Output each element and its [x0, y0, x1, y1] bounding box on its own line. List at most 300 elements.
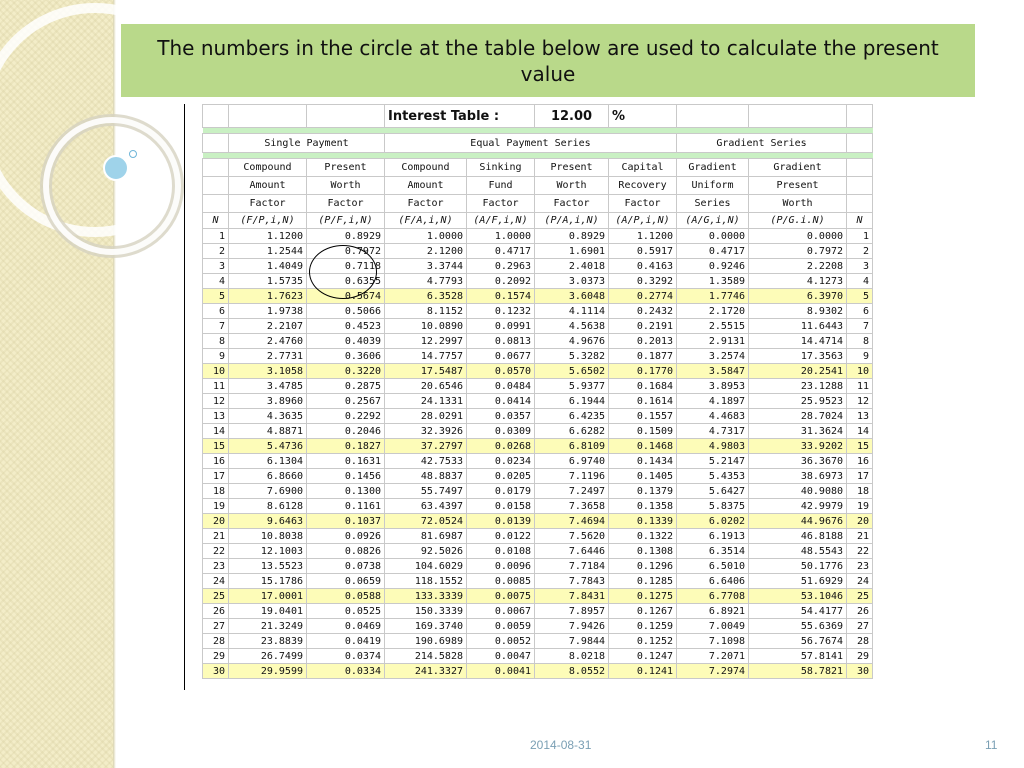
- factor-value-cell: 0.2875: [307, 379, 385, 394]
- interest-rate-row: [203, 105, 873, 128]
- table-row: [203, 319, 873, 334]
- factor-value-cell: 17.3563: [749, 349, 847, 364]
- factor-value-cell: 26.7499: [229, 649, 307, 664]
- factor-value-cell: 38.6973: [749, 469, 847, 484]
- factor-value-cell: 0.1339: [609, 514, 677, 529]
- interest-rate-value: 12.00: [535, 105, 609, 128]
- period-cell: 23: [203, 559, 229, 574]
- period-cell: 11: [203, 379, 229, 394]
- factor-value-cell: 0.2092: [467, 274, 535, 289]
- period-cell: 17: [203, 469, 229, 484]
- table-row: [203, 349, 873, 364]
- factor-value-cell: 0.0052: [467, 634, 535, 649]
- factor-value-cell: 5.4353: [677, 469, 749, 484]
- factor-value-cell: 7.9844: [535, 634, 609, 649]
- factor-value-cell: 1.1200: [229, 229, 307, 244]
- table-row: [203, 259, 873, 274]
- table-row: [203, 619, 873, 634]
- table-row: [203, 499, 873, 514]
- period-cell: 26: [203, 604, 229, 619]
- factor-value-cell: 28.7024: [749, 409, 847, 424]
- table-row: [203, 229, 873, 244]
- factor-value-cell: 0.2774: [609, 289, 677, 304]
- period-cell: 3: [847, 259, 873, 274]
- factor-value-cell: 8.1152: [385, 304, 467, 319]
- table-row: [203, 424, 873, 439]
- factor-value-cell: 0.2567: [307, 394, 385, 409]
- factor-value-cell: 0.0484: [467, 379, 535, 394]
- period-cell: 3: [203, 259, 229, 274]
- factor-value-cell: 0.0374: [307, 649, 385, 664]
- factor-value-cell: 4.1114: [535, 304, 609, 319]
- factor-header-cell: Factor: [535, 195, 609, 213]
- period-cell: 23: [847, 559, 873, 574]
- factor-value-cell: 0.4717: [467, 244, 535, 259]
- factor-value-cell: 150.3339: [385, 604, 467, 619]
- factor-value-cell: 0.0570: [467, 364, 535, 379]
- factor-value-cell: 20.2541: [749, 364, 847, 379]
- period-cell: 1: [203, 229, 229, 244]
- footer-date: 2014-08-31: [530, 738, 592, 752]
- factor-value-cell: 0.1252: [609, 634, 677, 649]
- group-equal-payment-series: Equal Payment Series: [385, 134, 677, 153]
- period-cell: 30: [847, 664, 873, 679]
- factor-value-cell: 0.1770: [609, 364, 677, 379]
- factor-value-cell: 37.2797: [385, 439, 467, 454]
- interest-table: [202, 104, 873, 679]
- factor-value-cell: 0.0000: [677, 229, 749, 244]
- factor-value-cell: 0.7118: [307, 259, 385, 274]
- factor-value-cell: 5.6502: [535, 364, 609, 379]
- factor-value-cell: 0.4523: [307, 319, 385, 334]
- factor-value-cell: 42.9979: [749, 499, 847, 514]
- factor-value-cell: 0.1557: [609, 409, 677, 424]
- factor-value-cell: 72.0524: [385, 514, 467, 529]
- table-row: [203, 454, 873, 469]
- period-cell: 12: [847, 394, 873, 409]
- factor-value-cell: 28.0291: [385, 409, 467, 424]
- factor-value-cell: 0.2013: [609, 334, 677, 349]
- factor-value-cell: 3.8953: [677, 379, 749, 394]
- factor-value-cell: 7.1098: [677, 634, 749, 649]
- factor-value-cell: 6.3514: [677, 544, 749, 559]
- factor-value-cell: 9.6463: [229, 514, 307, 529]
- factor-value-cell: 5.3282: [535, 349, 609, 364]
- table-row: [203, 274, 873, 289]
- factor-value-cell: 0.0677: [467, 349, 535, 364]
- factor-value-cell: 190.6989: [385, 634, 467, 649]
- factor-value-cell: 14.7757: [385, 349, 467, 364]
- factor-value-cell: 4.5638: [535, 319, 609, 334]
- factor-value-cell: 2.5515: [677, 319, 749, 334]
- factor-header-cell: Recovery: [609, 177, 677, 195]
- factor-value-cell: 10.0890: [385, 319, 467, 334]
- period-cell: 10: [847, 364, 873, 379]
- factor-value-cell: 0.1300: [307, 484, 385, 499]
- factor-symbol: (A/G,i,N): [677, 213, 749, 229]
- period-cell: 15: [847, 439, 873, 454]
- factor-value-cell: 0.3606: [307, 349, 385, 364]
- table-row: [203, 334, 873, 349]
- factor-value-cell: 3.6048: [535, 289, 609, 304]
- factor-value-cell: 7.2497: [535, 484, 609, 499]
- factor-value-cell: 0.2292: [307, 409, 385, 424]
- factor-value-cell: 1.7623: [229, 289, 307, 304]
- table-row: [203, 484, 873, 499]
- factor-value-cell: 23.8839: [229, 634, 307, 649]
- factor-header-cell: Amount: [385, 177, 467, 195]
- factor-value-cell: 8.9302: [749, 304, 847, 319]
- period-cell: 10: [203, 364, 229, 379]
- factor-value-cell: 133.3339: [385, 589, 467, 604]
- factor-value-cell: 3.3744: [385, 259, 467, 274]
- factor-value-cell: 0.1684: [609, 379, 677, 394]
- table-row: [203, 574, 873, 589]
- period-cell: 16: [847, 454, 873, 469]
- factor-value-cell: 0.1267: [609, 604, 677, 619]
- period-cell: 2: [847, 244, 873, 259]
- factor-value-cell: 6.9740: [535, 454, 609, 469]
- period-cell: 1: [847, 229, 873, 244]
- period-cell: 29: [203, 649, 229, 664]
- factor-value-cell: 0.1509: [609, 424, 677, 439]
- factor-value-cell: 48.8837: [385, 469, 467, 484]
- factor-value-cell: 6.7708: [677, 589, 749, 604]
- factor-value-cell: 3.5847: [677, 364, 749, 379]
- factor-value-cell: 0.1296: [609, 559, 677, 574]
- period-cell: 26: [847, 604, 873, 619]
- factor-value-cell: 0.0067: [467, 604, 535, 619]
- factor-value-cell: 12.1003: [229, 544, 307, 559]
- factor-header-cell: Sinking: [467, 159, 535, 177]
- factor-header-cell: Factor: [467, 195, 535, 213]
- factor-header-cell: Factor: [229, 195, 307, 213]
- period-cell: 19: [203, 499, 229, 514]
- factor-value-cell: 6.8109: [535, 439, 609, 454]
- factor-value-cell: 8.0218: [535, 649, 609, 664]
- factor-value-cell: 5.2147: [677, 454, 749, 469]
- factor-value-cell: 25.9523: [749, 394, 847, 409]
- factor-value-cell: 0.1259: [609, 619, 677, 634]
- period-cell: 24: [847, 574, 873, 589]
- table-row: [203, 469, 873, 484]
- table-row: [203, 664, 873, 679]
- factor-value-cell: 0.1877: [609, 349, 677, 364]
- table-row: [203, 544, 873, 559]
- factor-value-cell: 4.1273: [749, 274, 847, 289]
- period-cell: 15: [203, 439, 229, 454]
- period-cell: 14: [847, 424, 873, 439]
- highlight-circle: [309, 245, 377, 299]
- period-cell: 17: [847, 469, 873, 484]
- factor-value-cell: 0.7972: [307, 244, 385, 259]
- factor-value-cell: 0.1631: [307, 454, 385, 469]
- factor-value-cell: 48.5543: [749, 544, 847, 559]
- factor-value-cell: 0.2432: [609, 304, 677, 319]
- factor-symbol: (A/F,i,N): [467, 213, 535, 229]
- factor-value-cell: 7.8957: [535, 604, 609, 619]
- period-cell: 6: [203, 304, 229, 319]
- factor-value-cell: 0.1275: [609, 589, 677, 604]
- factor-value-cell: 63.4397: [385, 499, 467, 514]
- period-cell: 25: [847, 589, 873, 604]
- factor-value-cell: 0.0000: [749, 229, 847, 244]
- factor-value-cell: 7.8431: [535, 589, 609, 604]
- factor-value-cell: 0.0075: [467, 589, 535, 604]
- factor-value-cell: 31.3624: [749, 424, 847, 439]
- period-cell: 27: [847, 619, 873, 634]
- factor-header-cell: Gradient: [677, 159, 749, 177]
- period-cell: 8: [203, 334, 229, 349]
- factor-value-cell: 0.0205: [467, 469, 535, 484]
- factor-value-cell: 50.1776: [749, 559, 847, 574]
- period-cell: 14: [203, 424, 229, 439]
- factor-value-cell: 4.9676: [535, 334, 609, 349]
- factor-value-cell: 7.2974: [677, 664, 749, 679]
- factor-value-cell: 0.1468: [609, 439, 677, 454]
- factor-value-cell: 3.2574: [677, 349, 749, 364]
- factor-value-cell: 6.3970: [749, 289, 847, 304]
- factor-value-cell: 0.1308: [609, 544, 677, 559]
- factor-value-cell: 6.8660: [229, 469, 307, 484]
- factor-value-cell: 0.0991: [467, 319, 535, 334]
- factor-value-cell: 0.1434: [609, 454, 677, 469]
- factor-value-cell: 21.3249: [229, 619, 307, 634]
- factor-value-cell: 0.2046: [307, 424, 385, 439]
- period-cell: 5: [203, 289, 229, 304]
- table-row: [203, 634, 873, 649]
- period-cell: 4: [203, 274, 229, 289]
- period-cell: 30: [203, 664, 229, 679]
- table-row: [203, 379, 873, 394]
- factor-symbol: (P/F,i,N): [307, 213, 385, 229]
- n-header: N: [847, 213, 873, 229]
- factor-value-cell: 10.8038: [229, 529, 307, 544]
- period-cell: 5: [847, 289, 873, 304]
- factor-value-cell: 0.4039: [307, 334, 385, 349]
- factor-value-cell: 1.0000: [385, 229, 467, 244]
- factor-header-cell: Present: [307, 159, 385, 177]
- factor-value-cell: 104.6029: [385, 559, 467, 574]
- factor-header-cell: Worth: [307, 177, 385, 195]
- factor-value-cell: 0.0234: [467, 454, 535, 469]
- factor-value-cell: 8.0552: [535, 664, 609, 679]
- period-cell: 9: [847, 349, 873, 364]
- factor-value-cell: 7.4694: [535, 514, 609, 529]
- factor-value-cell: 6.1944: [535, 394, 609, 409]
- factor-value-cell: 15.1786: [229, 574, 307, 589]
- factor-value-cell: 0.1827: [307, 439, 385, 454]
- factor-value-cell: 0.0926: [307, 529, 385, 544]
- factor-value-cell: 0.8929: [535, 229, 609, 244]
- factor-value-cell: 2.4018: [535, 259, 609, 274]
- factor-symbol: (F/A,i,N): [385, 213, 467, 229]
- factor-value-cell: 17.5487: [385, 364, 467, 379]
- page-number: 11: [985, 738, 998, 752]
- factor-value-cell: 0.0139: [467, 514, 535, 529]
- factor-value-cell: 0.0525: [307, 604, 385, 619]
- decorative-bubble: [104, 156, 128, 180]
- factor-header-cell: Factor: [307, 195, 385, 213]
- factor-header-cell: Factor: [609, 195, 677, 213]
- period-cell: 4: [847, 274, 873, 289]
- factor-header-cell: Amount: [229, 177, 307, 195]
- factor-value-cell: 2.7731: [229, 349, 307, 364]
- factor-value-cell: 0.0041: [467, 664, 535, 679]
- factor-value-cell: 4.7317: [677, 424, 749, 439]
- factor-value-cell: 6.1304: [229, 454, 307, 469]
- table-row: [203, 529, 873, 544]
- period-cell: 7: [203, 319, 229, 334]
- period-cell: 24: [203, 574, 229, 589]
- factor-value-cell: 1.3589: [677, 274, 749, 289]
- factor-value-cell: 7.2071: [677, 649, 749, 664]
- period-cell: 28: [203, 634, 229, 649]
- factor-value-cell: 12.2997: [385, 334, 467, 349]
- factor-value-cell: 81.6987: [385, 529, 467, 544]
- factor-value-cell: 56.7674: [749, 634, 847, 649]
- factor-value-cell: 3.0373: [535, 274, 609, 289]
- factor-header-row: [203, 159, 873, 177]
- factor-value-cell: 0.1456: [307, 469, 385, 484]
- factor-value-cell: 0.0309: [467, 424, 535, 439]
- factor-value-cell: 4.9803: [677, 439, 749, 454]
- table-row: [203, 289, 873, 304]
- factor-value-cell: 7.6446: [535, 544, 609, 559]
- factor-value-cell: 7.1196: [535, 469, 609, 484]
- factor-value-cell: 0.2963: [467, 259, 535, 274]
- factor-header-cell: Worth: [749, 195, 847, 213]
- factor-value-cell: 53.1046: [749, 589, 847, 604]
- table-row: [203, 409, 873, 424]
- factor-value-cell: 51.6929: [749, 574, 847, 589]
- table-row: [203, 589, 873, 604]
- factor-value-cell: 24.1331: [385, 394, 467, 409]
- factor-header-cell: Present: [749, 177, 847, 195]
- period-cell: 13: [847, 409, 873, 424]
- factor-header-cell: Fund: [467, 177, 535, 195]
- factor-value-cell: 23.1288: [749, 379, 847, 394]
- factor-value-cell: 0.3220: [307, 364, 385, 379]
- table-row: [203, 604, 873, 619]
- slide-title: The numbers in the circle at the table below are used to calculate the present value: [157, 35, 939, 86]
- factor-value-cell: 0.8929: [307, 229, 385, 244]
- table-row: [203, 559, 873, 574]
- factor-value-cell: 241.3327: [385, 664, 467, 679]
- factor-value-cell: 118.1552: [385, 574, 467, 589]
- factor-value-cell: 0.0122: [467, 529, 535, 544]
- table-row: [203, 304, 873, 319]
- factor-value-cell: 11.6443: [749, 319, 847, 334]
- interest-table-image: [202, 104, 872, 690]
- factor-value-cell: 6.3528: [385, 289, 467, 304]
- factor-value-cell: 6.0202: [677, 514, 749, 529]
- factor-value-cell: 40.9080: [749, 484, 847, 499]
- factor-value-cell: 33.9202: [749, 439, 847, 454]
- factor-value-cell: 7.6900: [229, 484, 307, 499]
- factor-value-cell: 2.1720: [677, 304, 749, 319]
- factor-value-cell: 1.1200: [609, 229, 677, 244]
- factor-value-cell: 0.2191: [609, 319, 677, 334]
- period-cell: 20: [203, 514, 229, 529]
- factor-header-row: [203, 195, 873, 213]
- decorative-dot: [130, 151, 137, 158]
- period-cell: 13: [203, 409, 229, 424]
- factor-header-cell: Series: [677, 195, 749, 213]
- factor-value-cell: 46.8188: [749, 529, 847, 544]
- factor-value-cell: 0.1161: [307, 499, 385, 514]
- period-cell: 22: [847, 544, 873, 559]
- factor-value-cell: 4.4683: [677, 409, 749, 424]
- factor-value-cell: 0.3292: [609, 274, 677, 289]
- period-cell: 12: [203, 394, 229, 409]
- factor-value-cell: 0.4717: [677, 244, 749, 259]
- factor-value-cell: 214.5828: [385, 649, 467, 664]
- factor-value-cell: 0.0059: [467, 619, 535, 634]
- factor-value-cell: 5.8375: [677, 499, 749, 514]
- title-banner: [121, 24, 975, 97]
- factor-value-cell: 169.3740: [385, 619, 467, 634]
- factor-header-cell: Capital: [609, 159, 677, 177]
- period-cell: 9: [203, 349, 229, 364]
- factor-value-cell: 4.8871: [229, 424, 307, 439]
- factor-symbol: (A/P,i,N): [609, 213, 677, 229]
- factor-header-cell: Compound: [229, 159, 307, 177]
- factor-value-cell: 3.8960: [229, 394, 307, 409]
- factor-value-cell: 13.5523: [229, 559, 307, 574]
- group-gradient-series: Gradient Series: [677, 134, 847, 153]
- factor-value-cell: 6.6282: [535, 424, 609, 439]
- factor-header-cell: Gradient: [749, 159, 847, 177]
- period-cell: 8: [847, 334, 873, 349]
- factor-header-cell: Factor: [385, 195, 467, 213]
- period-cell: 29: [847, 649, 873, 664]
- period-cell: 25: [203, 589, 229, 604]
- factor-value-cell: 4.1897: [677, 394, 749, 409]
- factor-value-cell: 0.1037: [307, 514, 385, 529]
- factor-value-cell: 0.1285: [609, 574, 677, 589]
- factor-symbol: (P/A,i,N): [535, 213, 609, 229]
- factor-value-cell: 0.0588: [307, 589, 385, 604]
- factor-value-cell: 7.5620: [535, 529, 609, 544]
- factor-value-cell: 6.5010: [677, 559, 749, 574]
- factor-value-cell: 32.3926: [385, 424, 467, 439]
- period-cell: 6: [847, 304, 873, 319]
- factor-value-cell: 0.4163: [609, 259, 677, 274]
- factor-value-cell: 0.0357: [467, 409, 535, 424]
- factor-value-cell: 2.1200: [385, 244, 467, 259]
- factor-value-cell: 1.4049: [229, 259, 307, 274]
- table-row: [203, 244, 873, 259]
- factor-value-cell: 2.9131: [677, 334, 749, 349]
- n-header: N: [203, 213, 229, 229]
- factor-value-cell: 55.7497: [385, 484, 467, 499]
- period-cell: 7: [847, 319, 873, 334]
- factor-value-cell: 0.5917: [609, 244, 677, 259]
- period-cell: 18: [847, 484, 873, 499]
- factor-value-cell: 92.5026: [385, 544, 467, 559]
- factor-value-cell: 0.0414: [467, 394, 535, 409]
- table-row: [203, 439, 873, 454]
- factor-value-cell: 0.1614: [609, 394, 677, 409]
- factor-value-cell: 57.8141: [749, 649, 847, 664]
- factor-value-cell: 7.3658: [535, 499, 609, 514]
- factor-value-cell: 2.2107: [229, 319, 307, 334]
- factor-symbol: (F/P,i,N): [229, 213, 307, 229]
- period-cell: 16: [203, 454, 229, 469]
- factor-value-cell: 0.0158: [467, 499, 535, 514]
- factor-value-cell: 5.4736: [229, 439, 307, 454]
